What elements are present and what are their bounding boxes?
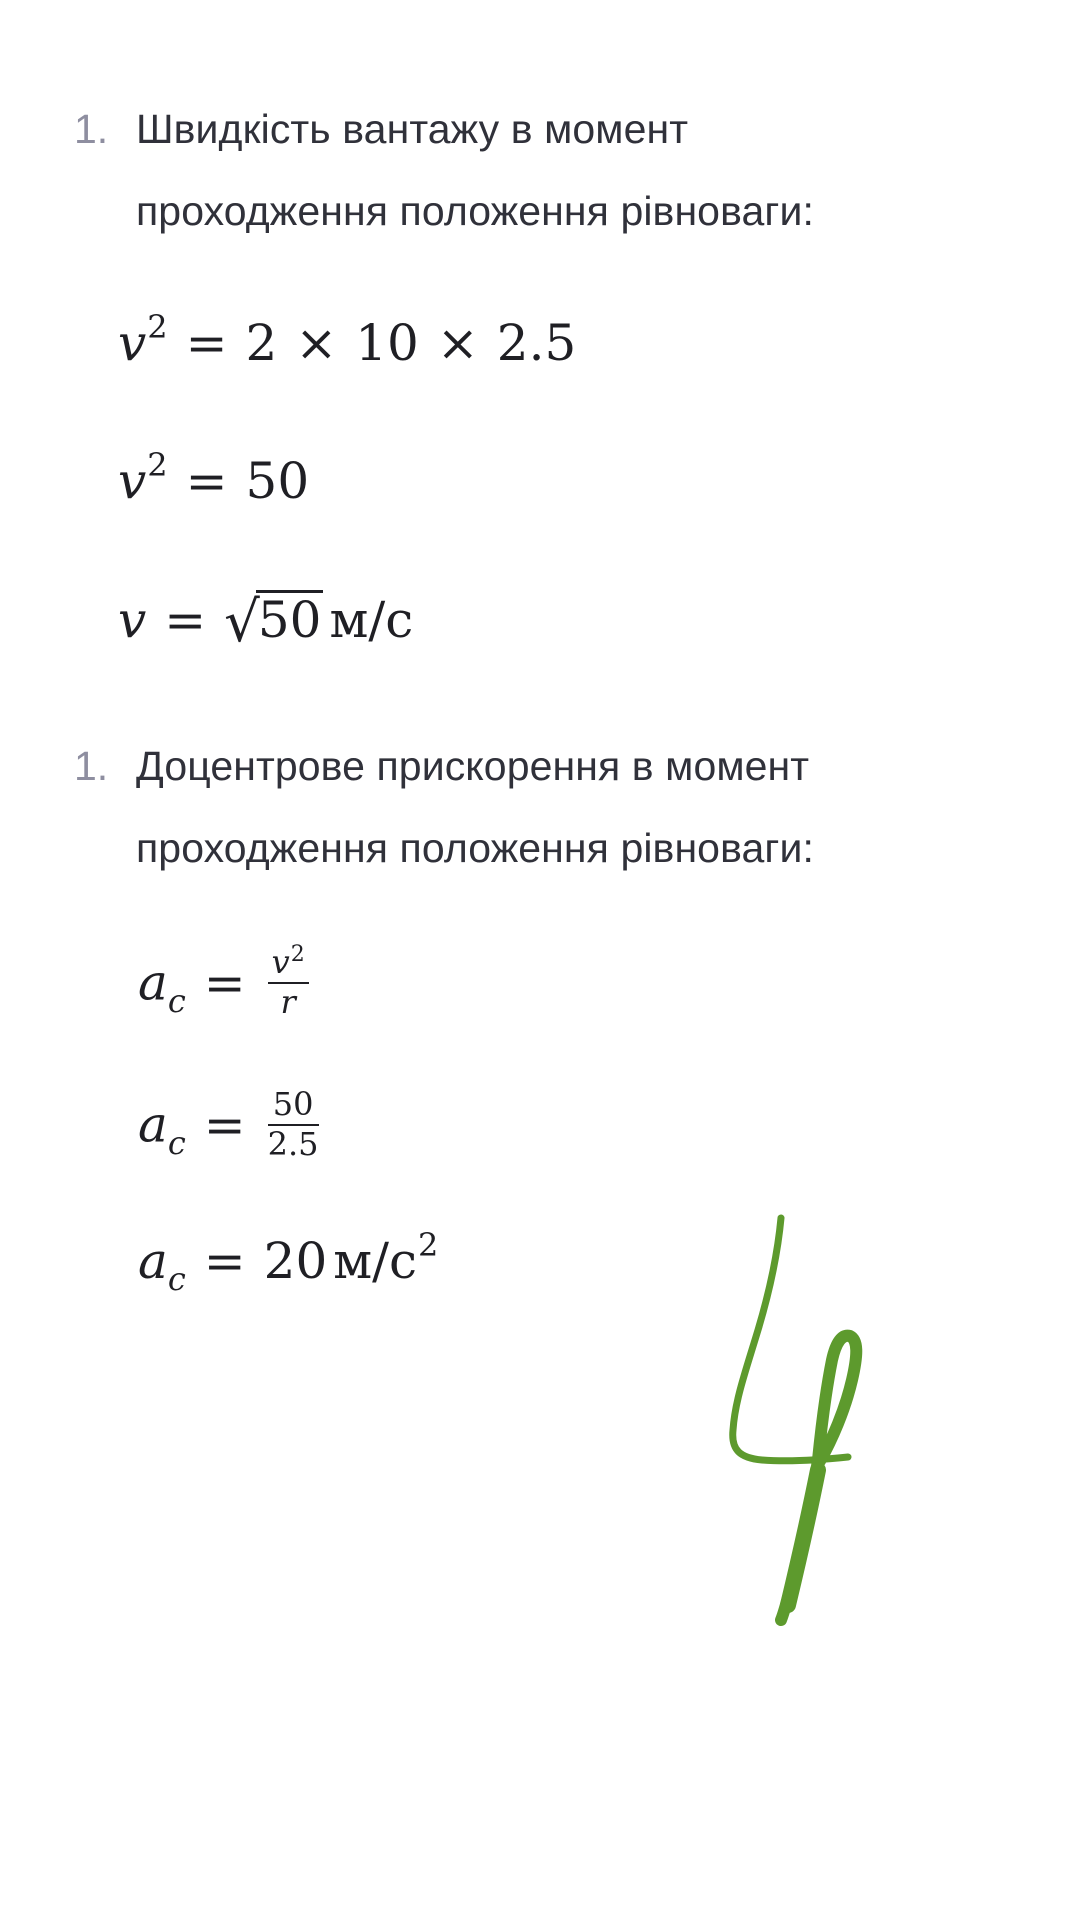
math-variable: a: [138, 1095, 168, 1154]
equation-v-squared-value: [118, 446, 310, 510]
math-number: 50: [245, 452, 310, 510]
list-number: 1.: [74, 106, 109, 152]
equation-v-root: [118, 590, 414, 655]
text-line: Доцентрове прискорення в момент: [136, 743, 810, 789]
math-exponent: 2: [147, 308, 168, 346]
math-unit: м/с: [333, 1232, 418, 1290]
square-root: [224, 590, 323, 655]
equation-ac-result: [138, 1226, 439, 1298]
math-number: 2.5: [496, 314, 577, 372]
math-variable: a: [138, 1232, 168, 1290]
math-unit: м/с: [329, 591, 414, 649]
math-number: 20: [263, 1232, 328, 1290]
radical-sign: √: [224, 590, 260, 655]
text-line: проходження положення рівноваги:: [136, 188, 814, 234]
equation-ac-substitution: [138, 1085, 319, 1165]
radicand: 50: [257, 591, 322, 649]
fraction-denominator: r: [280, 982, 296, 1021]
list-item-text: [136, 88, 814, 252]
list-number: 1.: [74, 743, 109, 789]
fraction-numerator: 50: [268, 1088, 319, 1126]
math-operator: ×: [295, 314, 338, 372]
text-line: проходження положення рівноваги:: [136, 825, 814, 871]
list-item-velocity: [74, 88, 974, 252]
math-exponent: 2: [418, 1226, 439, 1264]
math-variable: a: [138, 953, 168, 1012]
equation-v-squared-product: [118, 308, 577, 372]
math-variable: v: [118, 591, 147, 649]
math-variable: v: [118, 452, 147, 510]
math-fraction: [268, 942, 309, 1021]
math-operator: ×: [436, 314, 479, 372]
math-number: 10: [355, 314, 419, 372]
list-item-acceleration: [74, 725, 974, 889]
math-exponent: 2: [290, 942, 305, 967]
math-variable: v: [271, 943, 290, 981]
math-subscript: c: [167, 1260, 186, 1298]
math-number: 2: [245, 314, 278, 372]
fraction-numerator: [268, 942, 309, 984]
math-variable: v: [118, 314, 147, 372]
math-subscript: c: [167, 1123, 186, 1162]
math-operator: =: [203, 1095, 246, 1154]
list-item-text: [136, 725, 814, 889]
math-operator: =: [203, 1232, 246, 1290]
math-exponent: 2: [147, 446, 168, 484]
fraction-denominator: 2.5: [267, 1124, 319, 1163]
math-operator: =: [185, 314, 228, 372]
math-operator: =: [164, 591, 207, 649]
math-operator: =: [185, 452, 228, 510]
math-operator: =: [203, 953, 246, 1012]
text-line: Швидкість вантажу в момент: [136, 106, 689, 152]
math-subscript: c: [167, 981, 186, 1020]
math-fraction: [267, 1085, 319, 1163]
equation-ac-formula: [138, 942, 309, 1023]
